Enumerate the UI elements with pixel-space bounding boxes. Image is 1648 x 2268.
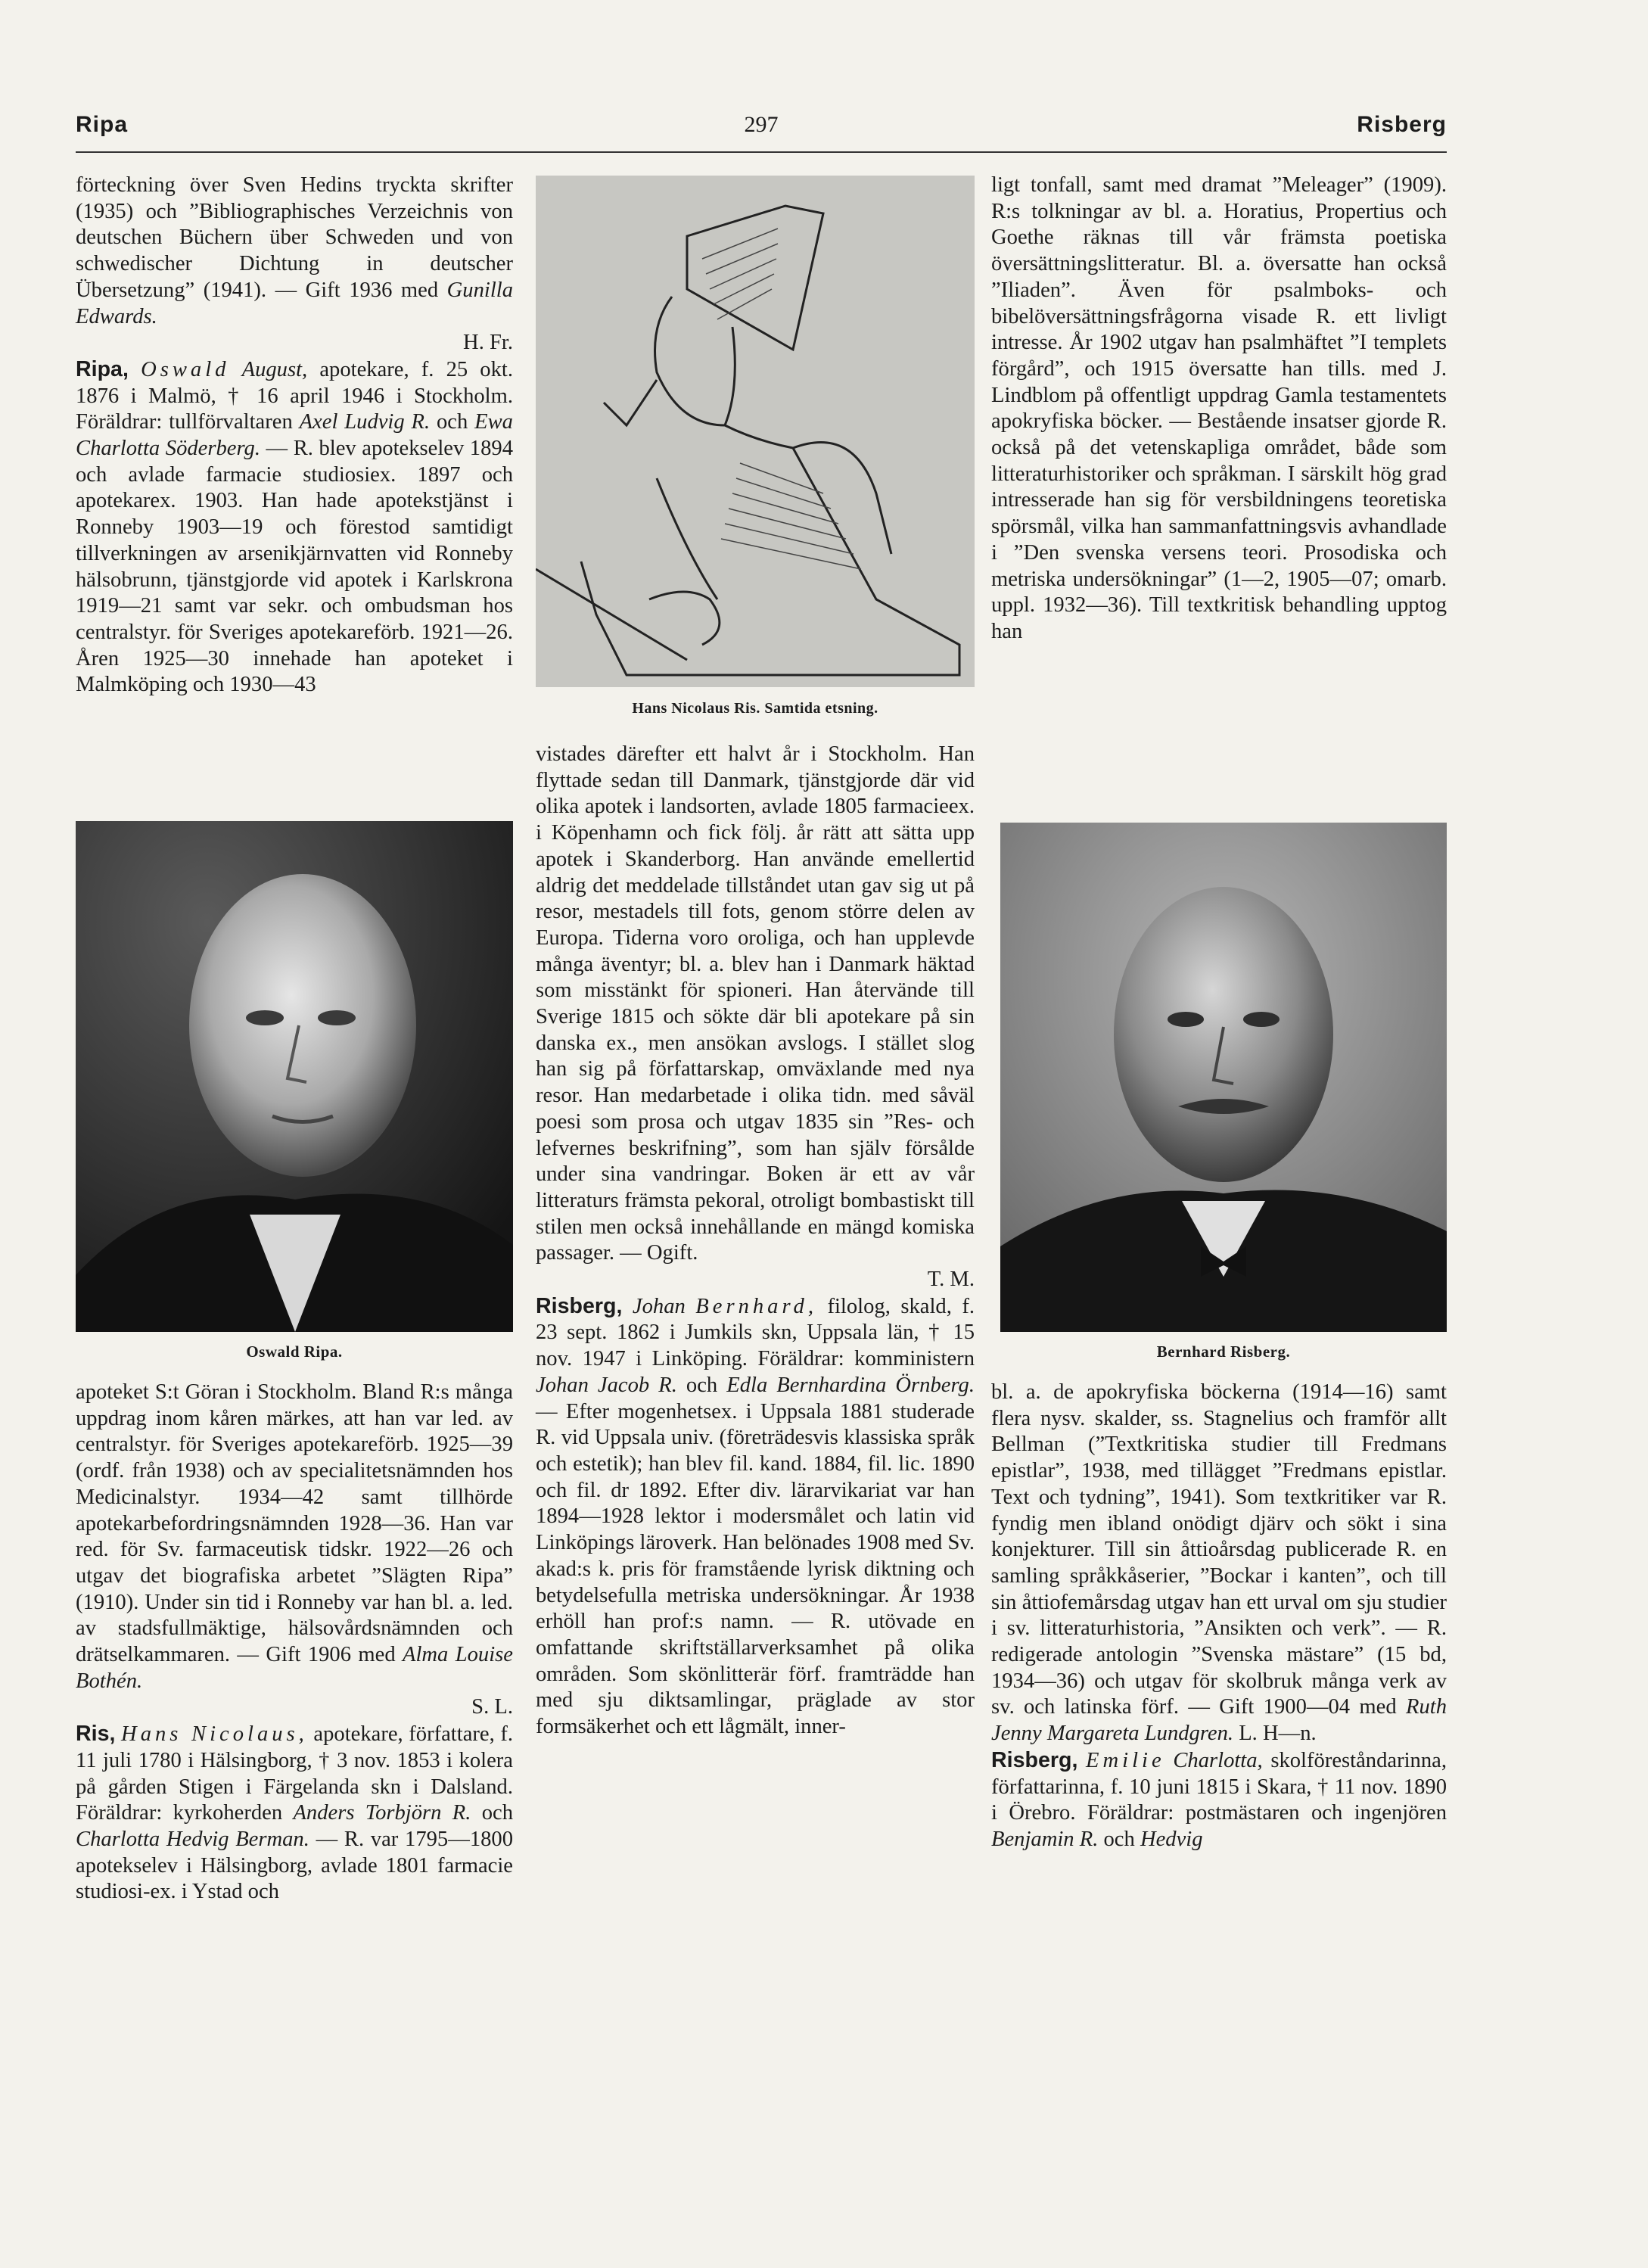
portrait-photo-icon bbox=[76, 821, 513, 1332]
column-2 bbox=[536, 742, 975, 1741]
bernhard-risberg-portrait bbox=[1000, 823, 1447, 1332]
col2-text: vistades därefter ett halvt år i Stockholm. Han flyttade sedan till Danmark, tjänstgjorde där vid olika apotek i landsorten, avlade 1805 farmacieex. i Köpenhamn och fick följ. år rätt att sätta upp apotek i Skanderborg. Han använde emellertid aldrig det meddelade tillståndet utan gav sig ut på resor, mestadels till fots, genom större delen av Europa. Tiderna voro oroliga, och han upplevde många äventyr; bl. a. blev han i Danmark häktad som misstänkt för spioneri. Han återvände till Sverige 1815 och sökte där bli apotekare på sin danska ex., men ansökan avslogs. I stället slog han sig på författarskap, omväxlande med nya resor. Han medarbetade i olika tidn. med såväl poesi som prosa och utgav 1835 sin ”Res- och lefvernes beskrifning”, som han själv försålde under sina vandringar. Boken är ett av vår litteraturs främsta pekoral, otroligt bombastiskt till stilen men också innehållande en mängd komiska passager. — Ogift. T. M. Risberg, Johan Bernhard, filolog, skald, f. 23 sept. 1862 i Jumkils skn, Uppsala län, † 15 nov. 1947 i Linköping. Föräldrar: komministern Johan Jacob R. och Edla Bernhardina Örnberg. — Efter mogenhetsex. i Uppsala 1881 studerade R. vid Uppsala univ. (företrädesvis klassiska språk och estetik); han blev fil. kand. 1884, fil. lic. 1890 och fil. dr 1892. Efter div. lärarvikariat var han 1894—1928 lektor i modersmålet och latin vid Linköpings läroverk. Han belönades 1908 med Sv. akad:s k. pris för framstående lyrisk diktning och betydelsefulla metriska undersökningar. År 1938 erhöll han prof:s namn. — R. utövade en omfattande skriftställarverksamhet på olika områden. Som skönlitterär förf. framträdde han med sju diktsamlingar, präglade av stor formsäkerhet och ett lågmält, inner- bbox=[536, 742, 975, 1739]
col1-bottom-text: apoteket S:t Göran i Stockholm. Bland R:s många uppdrag inom kåren märkes, att han var led. av centralstyr. för Sveriges apotekareförb. 1925—39 (ordf. från 1938) och av specialitetsnämnden hos Medicinalstyr. 1934—42 samt tillhörde apotekarbefordringsnämnden 1928—36. Han var red. för Sv. farmaceutisk tidskr. 1922—26 och utgav det biografiska arbetet ”Slägten Ripa” (1910). Under sin tid i Ronneby var han bl. a. led. av stadsfullmäktige, hälsovårdsnämnden och drätselkammaren. — Gift 1906 med Alma Louise Bothén. S. L. Ris, Hans Nicolaus, apotekare, författare, f. 11 juli 1780 i Hälsingborg, † 3 nov. 1853 i kolera på gården Stigen i Färgelanda skn i Dalsland. Föräldrar: kyrkoherden Anders Torbjörn R. och Charlotta Hedvig Berman. — R. var 1795—1800 apotekselev i Hälsingborg, avlade 1801 farmacie studiosi-ex. i Ystad och bbox=[76, 1380, 514, 1904]
col1-top-text: förteckning över Sven Hedins tryckta skrifter (1935) och ”Bibliographisches Verzeichnis von deutschen Büchern über Schweden und von schwedischer Dichtung in deutscher Übersetzung” (1941). — Gift 1936 med Gunilla Edwards. H. Fr. Ripa, Oswald August, apotekare, f. 25 okt. 1876 i Malmö, † 16 april 1946 i Stockholm. Föräldrar: tullförvaltaren Axel Ludvig R. och Ewa Charlotta Söderberg. — R. blev apotekselev 1894 och avlade farmacie studiosiex. 1897 och apotekarex. 1903. Han hade apotekstjänst i Ronneby 1903—19 och förestod samtidigt tillverkningen av arsenikjärnvatten vid Ronneby hälsobrunn, tjänstgjorde vid apotek i Karlskrona 1919—21 samt var sekr. och ombudsman hos centralstyr. för Sveriges apotekareförb. 1921—26. Åren 1925—30 innehade han apoteket i Malmköping och 1930—43 bbox=[76, 173, 513, 697]
oswald-ripa-caption: Oswald Ripa. bbox=[246, 1342, 343, 1361]
column-3-bottom bbox=[991, 1380, 1447, 1853]
column-3-top bbox=[991, 173, 1447, 646]
etching-sketch-icon bbox=[536, 176, 975, 687]
column-1-top bbox=[76, 173, 513, 698]
header-right-keyword: Risberg bbox=[1357, 112, 1447, 137]
col3-bottom-text: bl. a. de apokryfiska böckerna (1914—16) samt flera nysv. skalder, ss. Stagnelius och framför allt Bellman (”Textkritiska studier till Fredmans epistlar”, 1938, med tillägget ”Fredmans epistlar. Text och tydning”, 1941). Som textkritiker var R. fyndig men ibland onödigt djärv och sökt i sina konjekturer. Till sin åttioårsdag publicerade R. en samling språkkåserier, ”Bockar i kanten”, och till sin åttiofemårsdag utgav han ett urval om sju studier i sv. litteraturhistoria, ”Ansikten och verk”. — R. redigerade antologin ”Svenska mästare” (15 bd, 1934—36) och utgav för skolbruk många verk av sv. och latinska förf. — Gift 1900—04 med Ruth Jenny Margareta Lundgren. L. H—n. Risberg, Emilie Charlotta, skolföreståndarinna, författarinna, f. 10 juni 1815 i Skara, † 11 nov. 1890 i Örebro. Föräldrar: postmästaren och ingenjören Benjamin R. och Hedvig bbox=[991, 1380, 1447, 1851]
hans-ris-etching bbox=[536, 176, 975, 687]
header-left-keyword: Ripa bbox=[76, 112, 129, 137]
bernhard-risberg-caption: Bernhard Risberg. bbox=[1156, 1342, 1291, 1361]
portrait-photo-icon bbox=[1000, 823, 1447, 1332]
oswald-ripa-portrait bbox=[76, 821, 513, 1332]
header-rule bbox=[76, 151, 1447, 153]
running-header bbox=[76, 112, 1447, 142]
col3-top-text: ligt tonfall, samt med dramat ”Meleager” (1909). R:s tolkningar av bl. a. Horatius, Propertius och Goethe räknas till vår främsta poetiska översättningslitteratur. Bl. a. översatte han också ”Iliaden”. Även för psalmboks- och bibelöversättningsfrågorna visade R. ett livligt intresse. År 1902 utgav han psalmhäftet ”I templets förgård”, och 1915 översatte han tills. med J. Lindblom på offentligt uppdrag Gamla testamentets apokryfiska böcker. — Bestående insatser gjorde R. också på det vetenskapliga området, både som litteraturhistoriker och språkman. I särskilt hög grad intresserade han sig för versbildningens teoretiska spörsmål, vilka han sammanfattningsvis avhandlade i ”Den svenska versens teori. Prosodiska och metriska undersökningar” (1—2, 1905—07; omarb. uppl. 1932—36). Till textkritisk behandling upptog han bbox=[991, 173, 1447, 643]
page-number: 297 bbox=[744, 112, 779, 137]
hans-ris-caption: Hans Nicolaus Ris. Samtida etsning. bbox=[632, 700, 878, 717]
column-1-bottom bbox=[76, 1380, 513, 1906]
